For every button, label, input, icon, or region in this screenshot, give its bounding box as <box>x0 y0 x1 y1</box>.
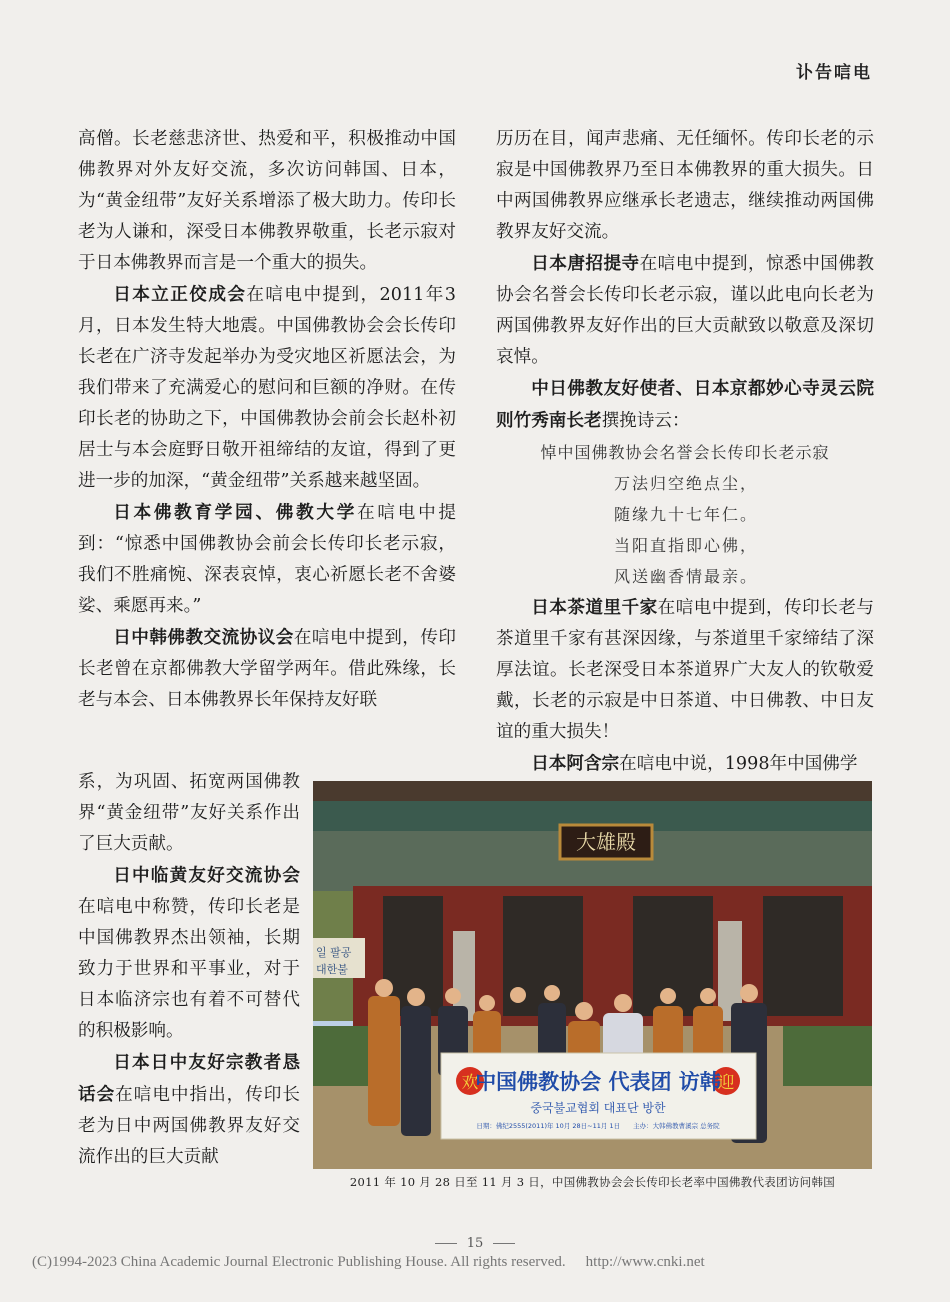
poem-line: 当阳直指即心佛， <box>614 536 759 555</box>
paragraph-text: 在唁电中提到，2011年3月，日本发生特大地震。中国佛教协会会长传印长老在广济寺发起举办为受灾地区祈愿法会，为我们带来了充满爱心的慰问和巨额的净财。在传印长老的协助之下，中国佛教协会前会长赵朴初居士与本会庭野日敬开祖缔结的友谊，得到了更进一步的加深，“黄金纽带”关系越来越坚固。 <box>78 285 456 491</box>
paragraph <box>78 622 456 716</box>
paragraph <box>78 497 456 622</box>
banner-char: 欢 <box>461 1073 479 1093</box>
group-photo <box>313 781 872 1169</box>
paragraph <box>78 1047 300 1173</box>
paragraph: 历历在目，闻声悲痛、无任缅怀。传印长老的示寂是中国佛教界乃至日本佛教界的重大损失。日中两国佛教界应继承长老遗志，继续推动两国佛教界友好交流。 <box>496 129 874 242</box>
photo-sign-text: 일 팔공 <box>316 946 352 959</box>
org-name: 日本茶道里千家 <box>531 597 658 618</box>
page-number-rule <box>493 1243 515 1244</box>
banner-char: 迎 <box>717 1073 735 1093</box>
page-number-rule <box>435 1243 457 1244</box>
section-title: 讣告唁电 <box>796 63 872 83</box>
right-column <box>496 124 874 780</box>
poem-line: 随缘九十七年仁。 <box>614 505 759 524</box>
paragraph-text: 在唁电中提到，惊悉中国佛教协会名誉会长传印长老示寂，谨以此电向长老为两国佛教界友好作出的巨大贡献致以敬意及深切哀悼。 <box>496 254 874 367</box>
paragraph: 系，为巩固、拓宽两国佛教界“黄金纽带”友好关系作出了巨大贡献。 <box>78 772 300 854</box>
poem-line: 风送幽香情最亲。 <box>614 567 759 586</box>
page-number-text: 15 <box>466 1236 484 1251</box>
poem-line: 万法归空绝点尘， <box>614 474 759 493</box>
org-name: 中日佛教友好使者、日本京都妙心寺灵云院则竹秀南长老 <box>496 378 874 431</box>
copyright-footer <box>32 1254 705 1271</box>
org-name: 日本唐招提寺 <box>531 253 640 274</box>
paragraph: 高僧。长老慈悲济世、热爱和平，积极推动中国佛教界对外友好交流，多次访问韩国、日本，为“黄金纽带”友好关系增添了极大助力。传印长老为人谦和，深受日本佛教界敬重，长老示寂对于日本佛教界而言是一个重大的损失。 <box>78 129 456 273</box>
hall-sign: 大雄殿 <box>576 830 636 854</box>
paragraph-text: 在唁电中提到，传印长老曾在京都佛教大学留学两年。借此殊缘，长老与本会、日本佛教界长年保持友好联 <box>78 628 456 710</box>
paragraph <box>496 373 874 437</box>
org-name: 日中韩佛教交流协议会 <box>113 627 294 648</box>
paragraph <box>496 592 874 748</box>
org-name: 日本佛教育学园、佛教大学 <box>113 502 358 523</box>
photo-caption: 2011 年 10 月 28 日至 11 月 3 日，中国佛教协会会长传印长老率中国佛教代表团访问韩国 <box>349 1175 836 1189</box>
paragraph <box>78 279 456 497</box>
left-column <box>78 124 456 716</box>
paragraph-text: 撰挽诗云： <box>601 411 690 431</box>
paragraph <box>496 248 874 373</box>
paragraph-text: 在唁电中指出，传印长老为日中两国佛教界友好交流作出的巨大贡献 <box>78 1085 300 1167</box>
org-name: 日中临黄友好交流协会 <box>113 865 300 886</box>
banner-small-text: 日期：佛纪2555(2011)年 10月 28日~11月 1日 主办：大韩佛教曹溪宗 总务院 <box>476 1122 720 1130</box>
paragraph <box>78 860 300 1047</box>
paragraph-text: 在唁电中说，1998年中国佛学 <box>619 754 858 774</box>
narrow-column <box>78 767 300 1173</box>
org-name: 日本日中友好宗教者恳话会 <box>78 1052 300 1105</box>
org-name: 日本阿含宗 <box>531 753 620 774</box>
paragraph <box>496 748 874 780</box>
footer-url[interactable]: http://www.cnki.net <box>585 1254 705 1270</box>
paragraph-text: 在唁电中提到，传印长老与茶道里千家有甚深因缘，与茶道里千家缔结了深厚法谊。长老深受日本茶道界广大友人的钦敬爱戴，长老的示寂是中日茶道、中日佛教、中日友谊的重大损失！ <box>496 598 874 742</box>
copyright-text: (C)1994-2023 China Academic Journal Electronic Publishing House. All rights reserved. <box>32 1254 566 1270</box>
page-number <box>0 1236 950 1251</box>
banner-main-text: 中国佛教协会 代表团 访韩 <box>475 1070 721 1094</box>
photo-sign-text: 대한불 <box>316 963 348 976</box>
banner-korean-text: 중국불교협회 대표단 방한 <box>530 1101 666 1115</box>
org-name: 日本立正佼成会 <box>113 284 247 305</box>
poem-title: 悼中国佛教协会名誉会长传印长老示寂 <box>540 443 830 462</box>
paragraph-text: 在唁电中称赞，传印长老是中国佛教界杰出领袖，长期致力于世界和平事业，对于日本临济宗也有着不可替代的积极影响。 <box>78 897 300 1041</box>
paragraph-text: 在唁电中提到：“惊悉中国佛教协会前会长传印长老示寂，我们不胜痛惋、深表哀悼，衷心祈愿长老不舍婆娑、乘愿再来。” <box>78 503 456 616</box>
